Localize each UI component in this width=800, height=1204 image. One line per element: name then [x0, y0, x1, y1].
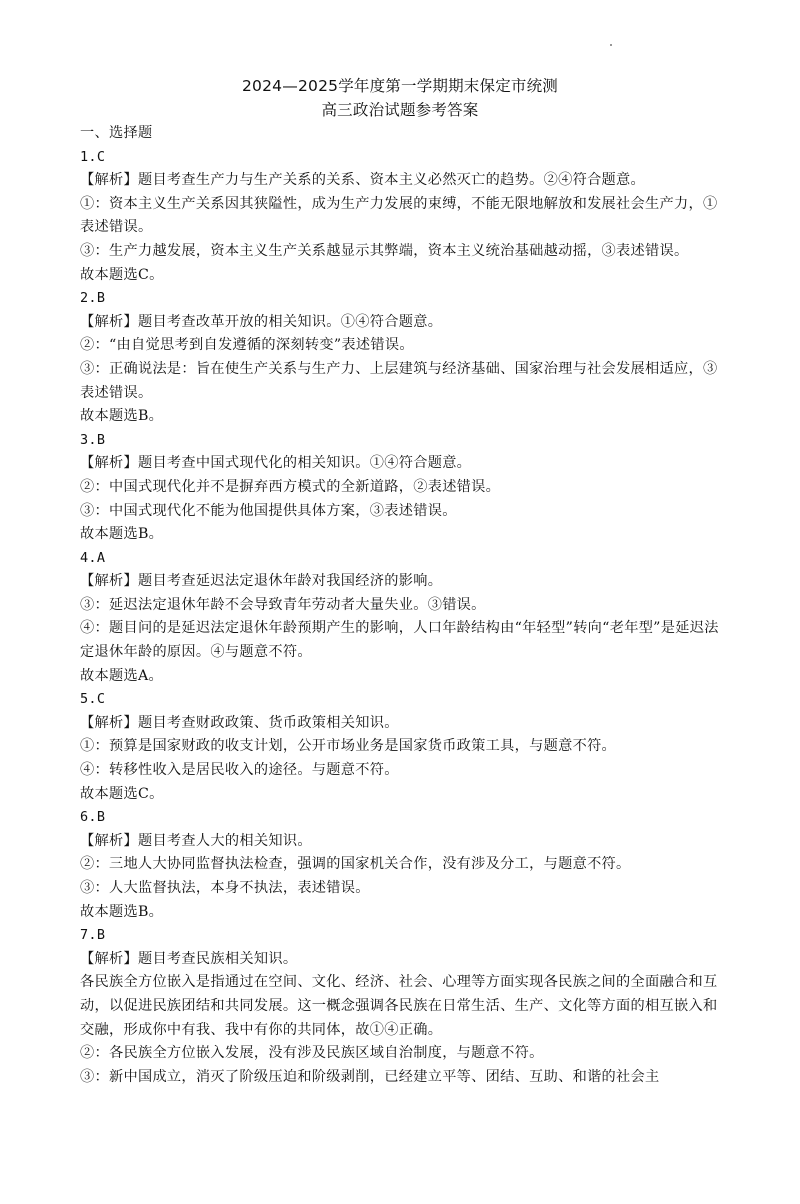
question-block	[80, 287, 720, 429]
question-number: 5.C	[80, 691, 106, 708]
explanation-line: ③：中国式现代化不能为他国提供具体方案，③表述错误。	[80, 502, 457, 519]
explanation-line: ②：“由自觉思考到自发遵循的深刻转变”表述错误。	[80, 337, 414, 354]
question-block	[80, 806, 720, 924]
explanation-line: 故本题选C。	[80, 266, 164, 283]
explanation-line: ②：三地人大协同监督执法检查，强调的国家机关合作，没有涉及分工，与题意不符。	[80, 856, 631, 873]
document-title: 2024—2025学年度第一学期期末保定市统测	[242, 77, 558, 95]
question-block	[80, 146, 720, 288]
explanation-line: 故本题选A。	[80, 667, 163, 684]
question-number: 1.C	[80, 148, 106, 165]
question-block	[80, 429, 720, 547]
question-number: 3.B	[80, 431, 106, 448]
explanation-line: ②：中国式现代化并不是摒弃西方模式的全新道路，②表述错误。	[80, 478, 501, 495]
analysis-line: 【解析】题目考查延迟法定退休年龄对我国经济的影响。	[80, 573, 443, 590]
analysis-line: 【解析】题目考查改革开放的相关知识。①④符合题意。	[80, 313, 443, 330]
explanation-line: 故本题选B。	[80, 408, 164, 425]
question-block	[80, 688, 720, 806]
question-number: 6.B	[80, 809, 106, 826]
explanation-line: ③：正确说法是：旨在使生产关系与生产力、上层建筑与经济基础、国家治理与社会发展相适应，③表述错误。	[80, 360, 718, 401]
explanation-line: 故本题选B。	[80, 903, 164, 920]
question-block	[80, 547, 720, 689]
explanation-line: ④：转移性收入是居民收入的途径。与题意不符。	[80, 762, 399, 779]
explanation-line: ①：资本主义生产关系因其狭隘性，成为生产力发展的束缚，不能无限地解放和发展社会生产力，①表述错误。	[80, 195, 718, 236]
document-subtitle: 高三政治试题参考答案	[321, 101, 479, 119]
answer-document	[80, 74, 720, 1089]
explanation-line: ③：人大监督执法，本身不执法，表述错误。	[80, 880, 370, 896]
explanation-line: ①：预算是国家财政的收支计划，公开市场业务是国家货币政策工具，与题意不符。	[80, 738, 617, 755]
question-number: 4.A	[80, 549, 106, 566]
analysis-line: 【解析】题目考查生产力与生产关系的关系、资本主义必然灭亡的趋势。②④符合题意。	[80, 172, 646, 189]
explanation-line: 故本题选C。	[80, 785, 164, 802]
question-number: 7.B	[80, 927, 106, 944]
analysis-line: 【解析】题目考查人大的相关知识。	[80, 832, 312, 849]
explanation-line: ②：各民族全方位嵌入发展，没有涉及民族区域自治制度，与题意不符。	[80, 1045, 544, 1062]
explanation-line: ③：生产力越发展，资本主义生产关系越显示其弊端，资本主义统治基础越动摇，③表述错误。	[80, 242, 689, 259]
question-list	[80, 146, 720, 1090]
analysis-line: 【解析】题目考查民族相关知识。	[80, 950, 298, 967]
analysis-line: 【解析】题目考查财政政策、货币政策相关知识。	[80, 714, 399, 731]
explanation-line: ④：题目问的是延迟法定退休年龄预期产生的影响，人口年龄结构由“年轻型”转向“老年型”是延迟法定退休年龄的原因。④与题意不符。	[80, 620, 719, 661]
scan-speck	[610, 44, 612, 46]
question-block	[80, 924, 720, 1089]
analysis-line: 【解析】题目考查中国式现代化的相关知识。①④符合题意。	[80, 455, 472, 472]
explanation-line: 各民族全方位嵌入是指通过在空间、文化、经济、社会、心理等方面实现各民族之间的全面融合和互动，以促进民族团结和共同发展。这一概念强调各民族在日常生活、生产、文化等方面的相互嵌入和交融，形成你中有我、我中有你的共同体，故①④正确。	[80, 974, 718, 1038]
explanation-line: ③：新中国成立，消灭了阶级压迫和阶级剥削，已经建立平等、团结、互助、和谐的社会主	[80, 1068, 660, 1085]
question-number: 2.B	[80, 290, 106, 307]
section-heading: 一、选择题	[80, 125, 153, 141]
explanation-line: ③：延迟法定退休年龄不会导致青年劳动者大量失业。③错误。	[80, 596, 486, 613]
explanation-line: 故本题选B。	[80, 526, 164, 543]
